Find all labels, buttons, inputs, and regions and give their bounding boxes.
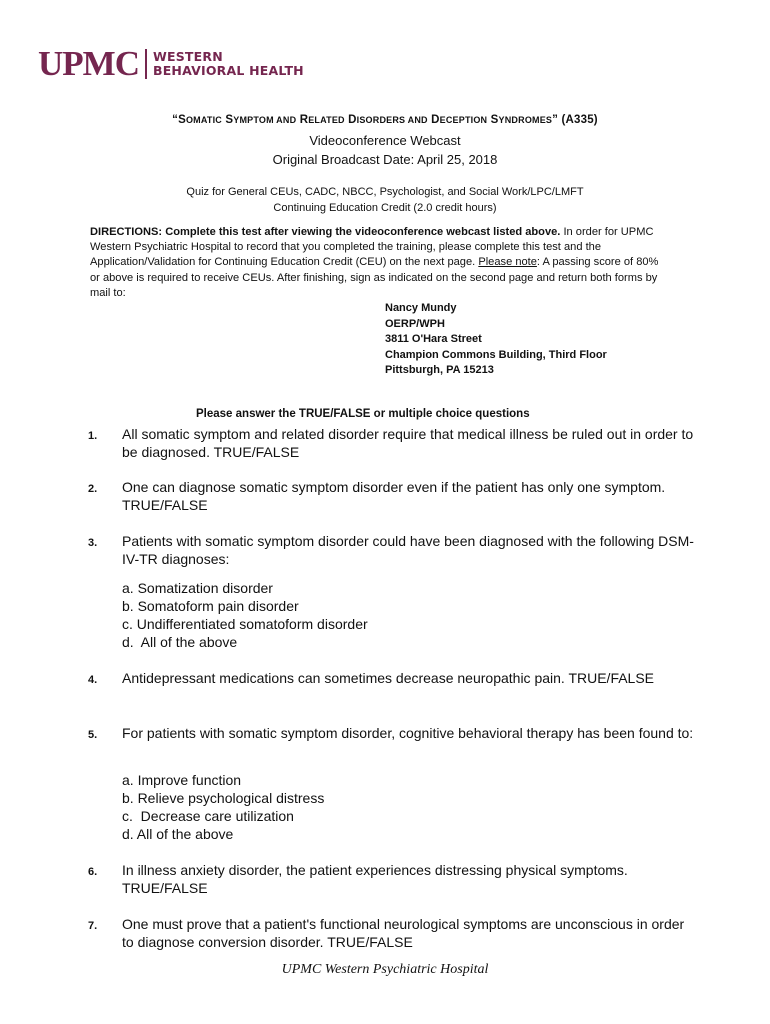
question-text: In illness anxiety disorder, the patient experiences distressing physical symptoms. TRUE/FALSE	[122, 862, 628, 896]
question-text: One must prove that a patient's functional neurological symptoms are unconscious in order to diagnose conversion disorder. TRUE/FALSE	[122, 916, 685, 950]
page-footer: UPMC Western Psychiatric Hospital	[281, 962, 489, 977]
logo-sub-line2: BEHAVIORAL HEALTH	[152, 63, 304, 78]
please-note: Please note	[478, 256, 537, 269]
question-number: 1.	[88, 430, 98, 442]
document-title: “SOMATIC SYMPTOM AND RELATED DISORDERS AND DECEPTION SYNDROMES” (A335)	[172, 114, 598, 126]
question-number: 6.	[88, 866, 98, 878]
logo-wordmark: UPMC	[38, 44, 139, 83]
logo-sub-line1: WESTERN	[152, 49, 223, 64]
option-a: a. Somatization disorder	[122, 580, 273, 596]
address-street: 3811 O'Hara Street	[385, 333, 482, 346]
address-dept: OERP/WPH	[385, 317, 445, 330]
address-name: Nancy Mundy	[385, 302, 457, 314]
mailing-address	[385, 301, 607, 379]
address-building: Champion Commons Building, Third Floor	[385, 348, 607, 361]
answer-options	[122, 579, 368, 651]
webcast-subtitle: Videoconference Webcast	[309, 133, 461, 148]
question-text: Patients with somatic symptom disorder could have been diagnosed with the following DSM-IV-TR diagnoses:	[122, 533, 694, 567]
option-b: b. Somatoform pain disorder	[122, 598, 299, 614]
option-c: c. Undifferentiated somatoform disorder	[122, 616, 368, 632]
logo-divider	[145, 49, 147, 79]
question-number: 4.	[88, 674, 98, 686]
logo-subtitle	[153, 50, 304, 78]
option-a: a. Improve function	[122, 772, 242, 788]
question-text: For patients with somatic symptom disorder, cognitive behavioral therapy has been found to:	[122, 725, 694, 741]
question-number: 3.	[88, 537, 98, 549]
quiz-credits-line: Quiz for General CEUs, CADC, NBCC, Psychologist, and Social Work/LPC/LMFT	[186, 186, 584, 198]
directions-paragraph: DIRECTIONS: Complete this test after viewing the videoconference webcast listed above. In order for UPMC Western Psychiatric Hospital to record that you completed the training, please complete this test and the Application/Validation for Continuing Education Credit (CEU) on the next page. Please note: A passing score of 80% or above is required to receive CEUs. After finishing, sign as indicated on the second page and return both forms by mail to:	[90, 226, 659, 299]
upmc-logo	[38, 46, 304, 82]
option-d: d. All of the above	[122, 826, 234, 842]
option-b: b. Relieve psychological distress	[122, 790, 325, 806]
question-text: One can diagnose somatic symptom disorder even if the patient has only one symptom. TRUE/FALSE	[122, 479, 666, 513]
question-number: 5.	[88, 729, 98, 741]
option-c: c. Decrease care utilization	[122, 808, 294, 824]
question-text: All somatic symptom and related disorder require that medical illness be ruled out in order to be diagnosed. TRUE/FALSE	[122, 426, 694, 460]
question-number: 7.	[88, 920, 98, 932]
option-d: d. All of the above	[122, 634, 238, 650]
directions-lead: DIRECTIONS: Complete this test after viewing the videoconference webcast listed above.	[90, 226, 561, 238]
answer-options	[122, 771, 324, 843]
question-number: 2.	[88, 483, 98, 495]
address-city: Pittsburgh, PA 15213	[385, 364, 494, 377]
credit-hours-line: Continuing Education Credit (2.0 credit hours)	[273, 202, 497, 214]
question-text: Antidepressant medications can sometimes decrease neuropathic pain. TRUE/FALSE	[122, 670, 655, 686]
broadcast-date: Original Broadcast Date: April 25, 2018	[272, 152, 498, 167]
answer-instructions: Please answer the TRUE/FALSE or multiple choice questions	[196, 408, 530, 420]
